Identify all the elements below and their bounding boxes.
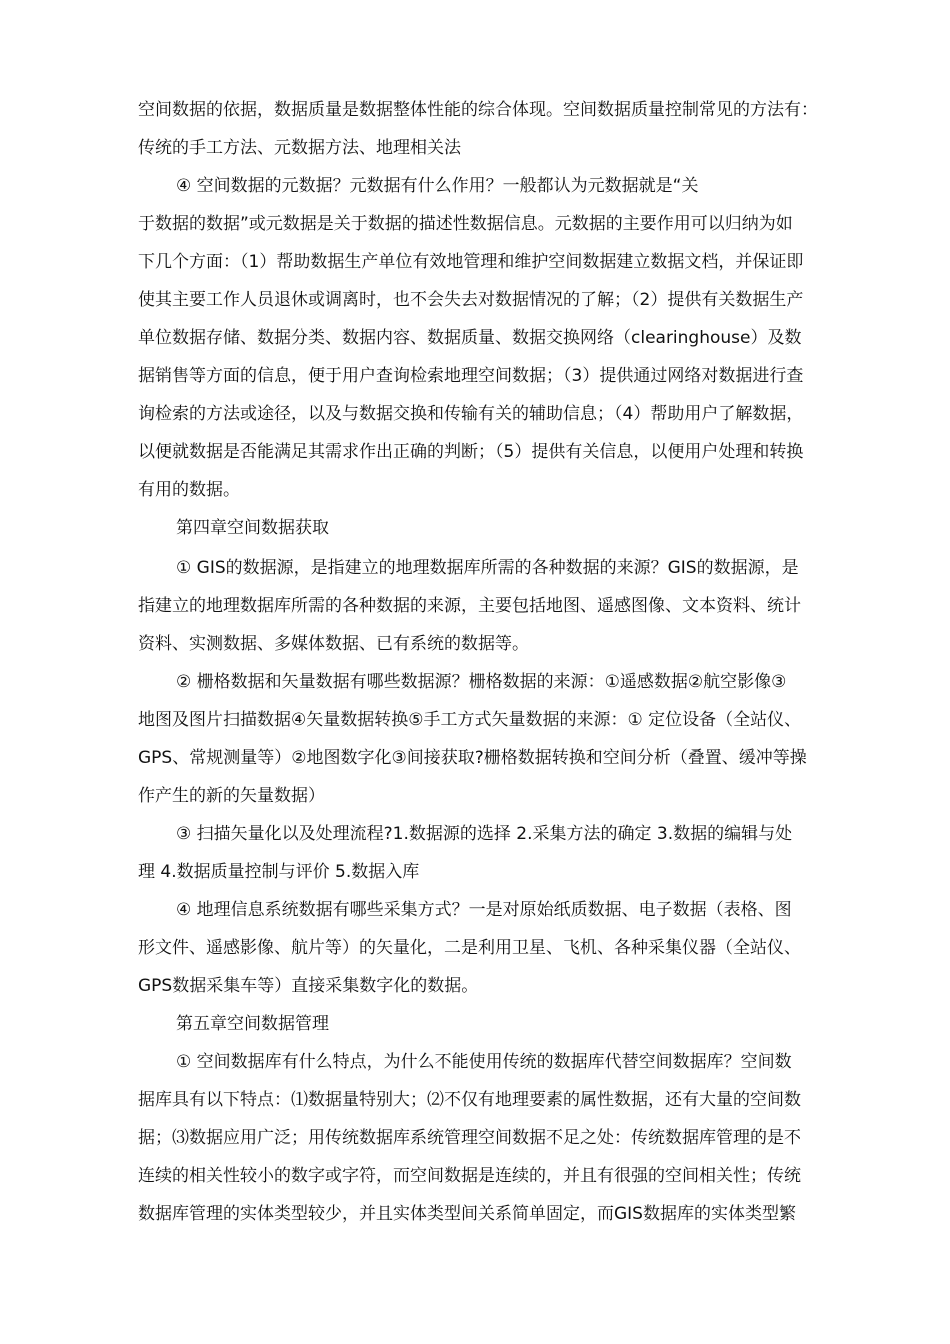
question-line: ④ 地理信息系统数据有哪些采集方式？一是对原始纸质数据、电子数据（表格、图 (176, 900, 792, 920)
paragraph-line: 据销售等方面的信息，便于用户查询检索地理空间数据；（3）提供通过网络对数据进行查 (138, 366, 804, 386)
paragraph-line: 数据库管理的实体类型较少，并且实体类型间关系简单固定，而GIS数据库的实体类型繁 (138, 1204, 796, 1224)
paragraph-line: 传统的手工方法、元数据方法、地理相关法 (138, 138, 461, 158)
paragraph-line: 于数据的数据”或元数据是关于数据的描述性数据信息。元数据的主要作用可以归纳为如 (138, 214, 793, 234)
paragraph-line: 空间数据的依据，数据质量是数据整体性能的综合体现。空间数据质量控制常见的方法有： (138, 100, 818, 120)
question-line: ① 空间数据库有什么特点，为什么不能使用传统的数据库代替空间数据库？空间数 (176, 1052, 792, 1072)
paragraph-line: 以便就数据是否能满足其需求作出正确的判断；（5）提供有关信息，以便用户处理和转换 (138, 442, 804, 462)
paragraph-line: GPS、常规测量等）②地图数字化③间接获取?栅格数据转换和空间分析（叠置、缓冲等操 (138, 748, 807, 768)
chapter-heading: 第五章空间数据管理 (176, 1014, 329, 1034)
paragraph-line: 理 4.数据质量控制与评价 5.数据入库 (138, 862, 420, 882)
paragraph-line: GPS数据采集车等）直接采集数字化的数据。 (138, 976, 479, 996)
paragraph-line: 地图及图片扫描数据④矢量数据转换⑤手工方式矢量数据的来源：① 定位设备（全站仪、 (138, 710, 802, 730)
chapter-heading: 第四章空间数据获取 (176, 518, 329, 538)
paragraph-line: 有用的数据。 (138, 480, 240, 500)
paragraph-line: 询检索的方法或途径，以及与数据交换和传输有关的辅助信息；（4）帮助用户了解数据， (138, 404, 804, 424)
question-line: ② 栅格数据和矢量数据有哪些数据源？栅格数据的来源：①遥感数据②航空影像③ (176, 672, 787, 692)
paragraph-line: 使其主要工作人员退休或调离时，也不会失去对数据情况的了解；（2）提供有关数据生产 (138, 290, 804, 310)
paragraph-line: 据；⑶数据应用广泛；用传统数据库系统管理空间数据不足之处：传统数据库管理的是不 (138, 1128, 801, 1148)
paragraph-line: 资料、实测数据、多媒体数据、已有系统的数据等。 (138, 634, 529, 654)
question-line: ③ 扫描矢量化以及处理流程?1.数据源的选择 2.采集方法的确定 3.数据的编辑与处 (176, 824, 793, 844)
question-line: ① GIS的数据源，是指建立的地理数据库所需的各种数据的来源？GIS的数据源，是 (176, 558, 799, 578)
paragraph-line: 指建立的地理数据库所需的各种数据的来源，主要包括地图、遥感图像、文本资料、统计 (138, 596, 801, 616)
paragraph-line: 单位数据存储、数据分类、数据内容、数据质量、数据交换网络（clearinghouse）及数 (138, 328, 802, 348)
paragraph-line: 形文件、遥感影像、航片等）的矢量化，二是利用卫星、飞机、各种采集仪器（全站仪、 (138, 938, 801, 958)
paragraph-line: 作产生的新的矢量数据） (138, 786, 325, 806)
paragraph-line: 下几个方面：（1）帮助数据生产单位有效地管理和维护空间数据建立数据文档，并保证即 (138, 252, 804, 272)
paragraph-line: 连续的相关性较小的数字或字符，而空间数据是连续的，并且有很强的空间相关性；传统 (138, 1166, 801, 1186)
question-line: ④ 空间数据的元数据？元数据有什么作用？一般都认为元数据就是“关 (176, 176, 699, 196)
paragraph-line: 据库具有以下特点：⑴数据量特别大；⑵不仅有地理要素的属性数据，还有大量的空间数 (138, 1090, 801, 1110)
